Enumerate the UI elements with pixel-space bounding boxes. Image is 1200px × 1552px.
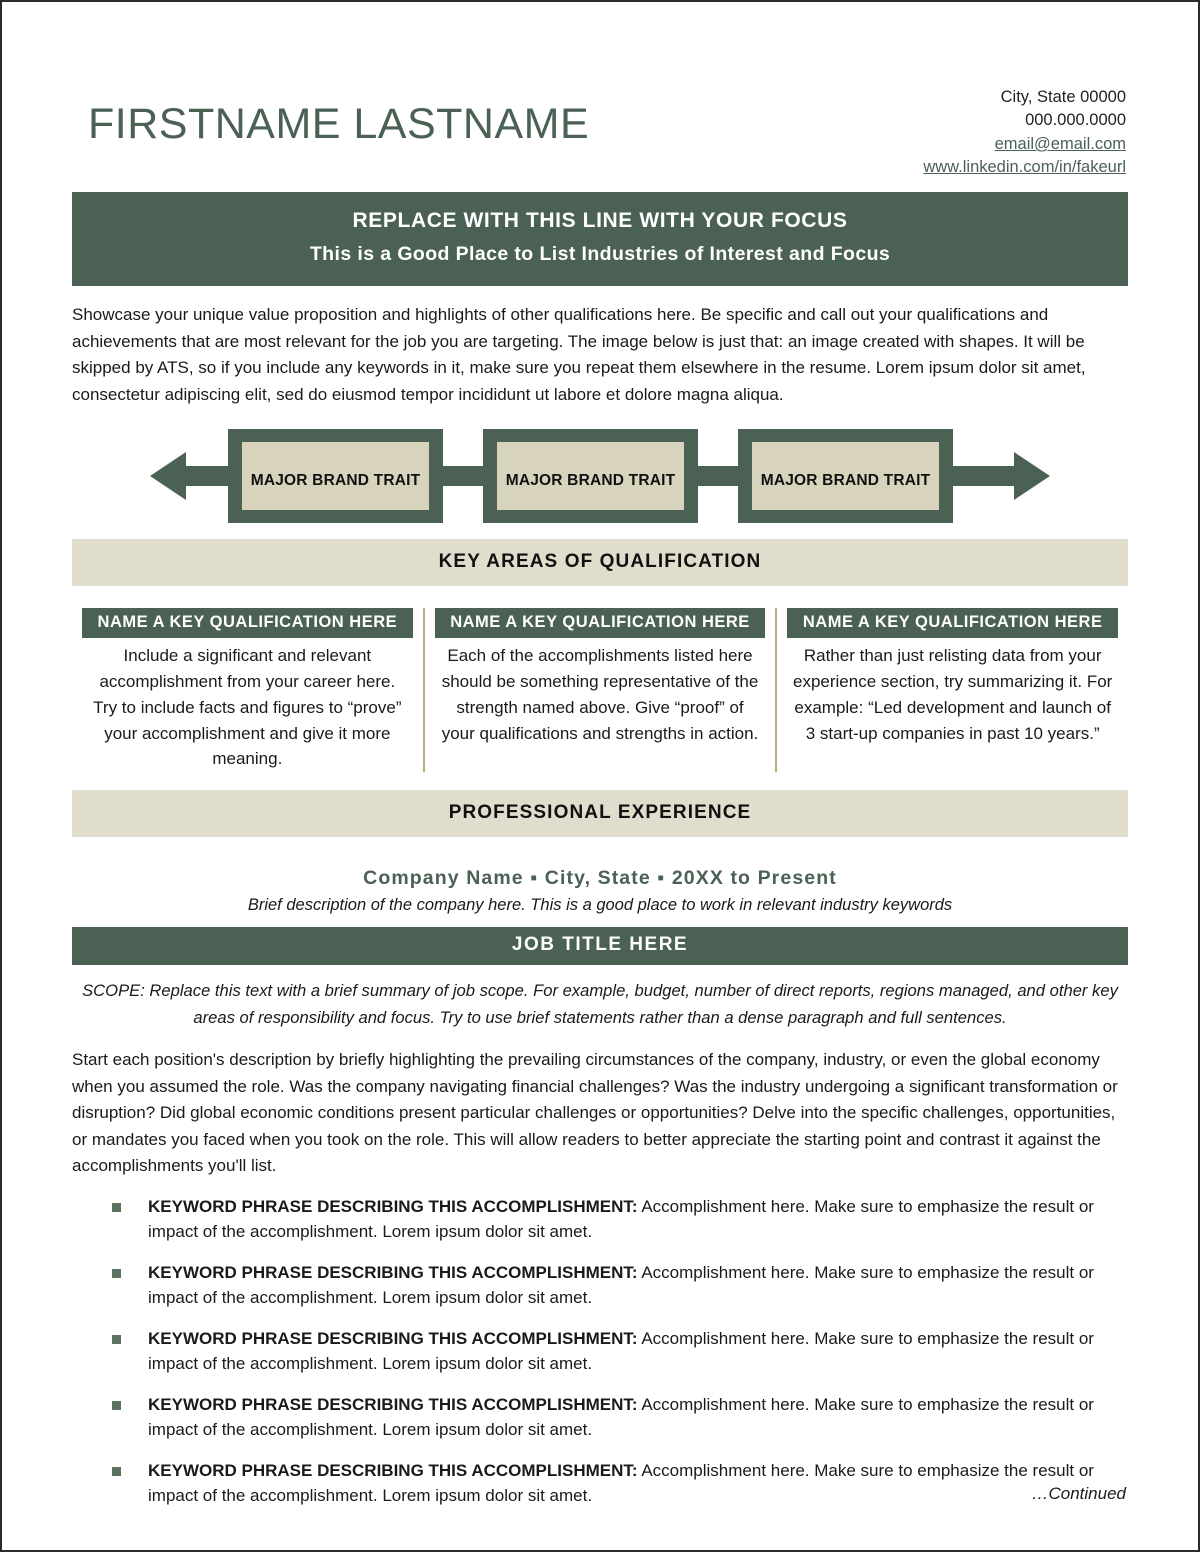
contact-location: City, State 00000 xyxy=(1000,88,1126,106)
bullet-body: Accomplishment here. Make sure to emphasize the result or impact of the accomplishment. Lorem ipsum dolor sit amet. xyxy=(148,1196,1094,1242)
section-bar-key-areas: KEY AREAS OF QUALIFICATION xyxy=(72,539,1128,586)
qualification-heading-3: NAME A KEY QUALIFICATION HERE xyxy=(787,608,1118,638)
bullet-body: Accomplishment here. Make sure to emphasize the result or impact of the accomplishment. Lorem ipsum dolor sit amet. xyxy=(148,1460,1094,1506)
accomplishment-bullet-list xyxy=(72,1194,1128,1509)
list-item xyxy=(72,1260,1128,1311)
bullet-text xyxy=(148,1392,1128,1443)
key-qualifications-columns xyxy=(72,608,1128,772)
brand-traits-svg xyxy=(150,423,1050,529)
bullet-text xyxy=(148,1458,1128,1509)
bullet-body: Accomplishment here. Make sure to emphasize the result or impact of the accomplishment. Lorem ipsum dolor sit amet. xyxy=(148,1262,1094,1308)
qualification-heading-1: NAME A KEY QUALIFICATION HERE xyxy=(82,608,413,638)
bullet-keyword: KEYWORD PHRASE DESCRIBING THIS ACCOMPLISHMENT: xyxy=(148,1262,638,1282)
continued-footer: …Continued xyxy=(1031,1484,1126,1503)
brand-traits-graphic xyxy=(72,423,1128,535)
qualification-body-3: Rather than just relisting data from your experience section, try summarizing it. For example: “Led development and launch of 3 start-up companies in past 10 years.” xyxy=(793,646,1113,743)
contact-linkedin-link[interactable]: www.linkedin.com/in/fakeurl xyxy=(923,158,1126,177)
square-bullet-icon xyxy=(112,1467,121,1476)
qualification-heading-2: NAME A KEY QUALIFICATION HERE xyxy=(435,608,766,638)
focus-banner xyxy=(72,192,1128,286)
page-content xyxy=(2,2,1198,1550)
focus-subheadline: This is a Good Place to List Industries of Interest and Focus xyxy=(309,243,891,266)
brand-trait-label-1: MAJOR BRAND TRAIT xyxy=(250,472,421,490)
candidate-name: FIRSTNAME LASTNAME xyxy=(88,100,590,148)
contact-phone: 000.000.0000 xyxy=(1025,111,1126,130)
bullet-keyword: KEYWORD PHRASE DESCRIBING THIS ACCOMPLISHMENT: xyxy=(148,1328,638,1348)
bullet-keyword: KEYWORD PHRASE DESCRIBING THIS ACCOMPLISHMENT: xyxy=(148,1196,638,1216)
contact-block xyxy=(923,74,1128,180)
square-bullet-icon xyxy=(112,1203,121,1212)
square-bullet-icon xyxy=(112,1335,121,1344)
brand-trait-box-3 xyxy=(738,429,953,523)
list-item xyxy=(72,1458,1128,1509)
section-bar-professional-experience: PROFESSIONAL EXPERIENCE xyxy=(72,790,1128,837)
job-scope-text: SCOPE: Replace this text with a brief summary of job scope. For example, budget, number of direct reports, regions managed, and other key areas of responsibility and focus. Try to use brief statements rather than a dense paragraph and full sentences. xyxy=(82,981,1118,1027)
list-item xyxy=(72,1392,1128,1443)
document-header xyxy=(72,74,1128,184)
company-line: Company Name ▪ City, State ▪ 20XX to Present xyxy=(363,867,837,890)
qualification-column-1 xyxy=(72,608,423,772)
bullet-keyword: KEYWORD PHRASE DESCRIBING THIS ACCOMPLISHMENT: xyxy=(148,1460,638,1480)
bullet-body: Accomplishment here. Make sure to emphasize the result or impact of the accomplishment. Lorem ipsum dolor sit amet. xyxy=(148,1328,1094,1374)
bullet-keyword: KEYWORD PHRASE DESCRIBING THIS ACCOMPLISHMENT: xyxy=(148,1394,638,1414)
bullet-body: Accomplishment here. Make sure to emphasize the result or impact of the accomplishment. Lorem ipsum dolor sit amet. xyxy=(148,1394,1094,1440)
bullet-text xyxy=(148,1326,1128,1377)
qualification-column-3 xyxy=(775,608,1128,772)
contact-email-link[interactable]: email@email.com xyxy=(994,134,1126,153)
brand-trait-box-2 xyxy=(483,429,698,523)
job-title-bar: JOB TITLE HERE xyxy=(72,927,1128,965)
bullet-text xyxy=(148,1194,1128,1245)
job-narrative-paragraph: Start each position's description by briefly highlighting the prevailing circumstances of the company, industry, or even the global economy when you assumed the role. Was the company navigating financial challenges? Was the industry undergoing a significant transformation or disruption? Did global economic conditions present particular challenges or opportunities? Delve into the specific challenges, opportunities, or mandates you faced when you took on the role. This will allow readers to better appreciate the starting point and contrast it against the accomplishments you'll list. xyxy=(72,1050,1118,1176)
brand-trait-box-1 xyxy=(228,429,443,523)
qualification-body-1: Include a significant and relevant accomplishment from your career here. Try to include facts and figures to “prove” your accomplishment and give it more meaning. xyxy=(93,646,402,769)
list-item xyxy=(72,1194,1128,1245)
bullet-text xyxy=(148,1260,1128,1311)
company-description: Brief description of the company here. This is a good place to work in relevant industry keywords xyxy=(247,896,953,915)
square-bullet-icon xyxy=(112,1401,121,1410)
qualification-column-2 xyxy=(423,608,776,772)
brand-trait-label-3: MAJOR BRAND TRAIT xyxy=(760,472,931,490)
focus-headline: REPLACE WITH THIS LINE WITH YOUR FOCUS xyxy=(352,209,848,232)
qualification-body-2: Each of the accomplishments listed here should be something representative of the strength named above. Give “proof” of your qualifications and strengths in action. xyxy=(441,646,759,743)
list-item xyxy=(72,1326,1128,1377)
square-bullet-icon xyxy=(112,1269,121,1278)
summary-paragraph: Showcase your unique value proposition and highlights of other qualifications here. Be specific and call out your qualifications and achievements that are most relevant for the job you are targeting. The image below is just that: an image created with shapes. It will be skipped by ATS, so if you include any keywords in it, make sure you repeat them elsewhere in the resume. Lorem ipsum dolor sit amet, consectetur adipiscing elit, sed do eiusmod tempor incididunt ut labore et dolore magna aliqua. xyxy=(72,304,1086,405)
brand-trait-label-2: MAJOR BRAND TRAIT xyxy=(505,472,676,490)
